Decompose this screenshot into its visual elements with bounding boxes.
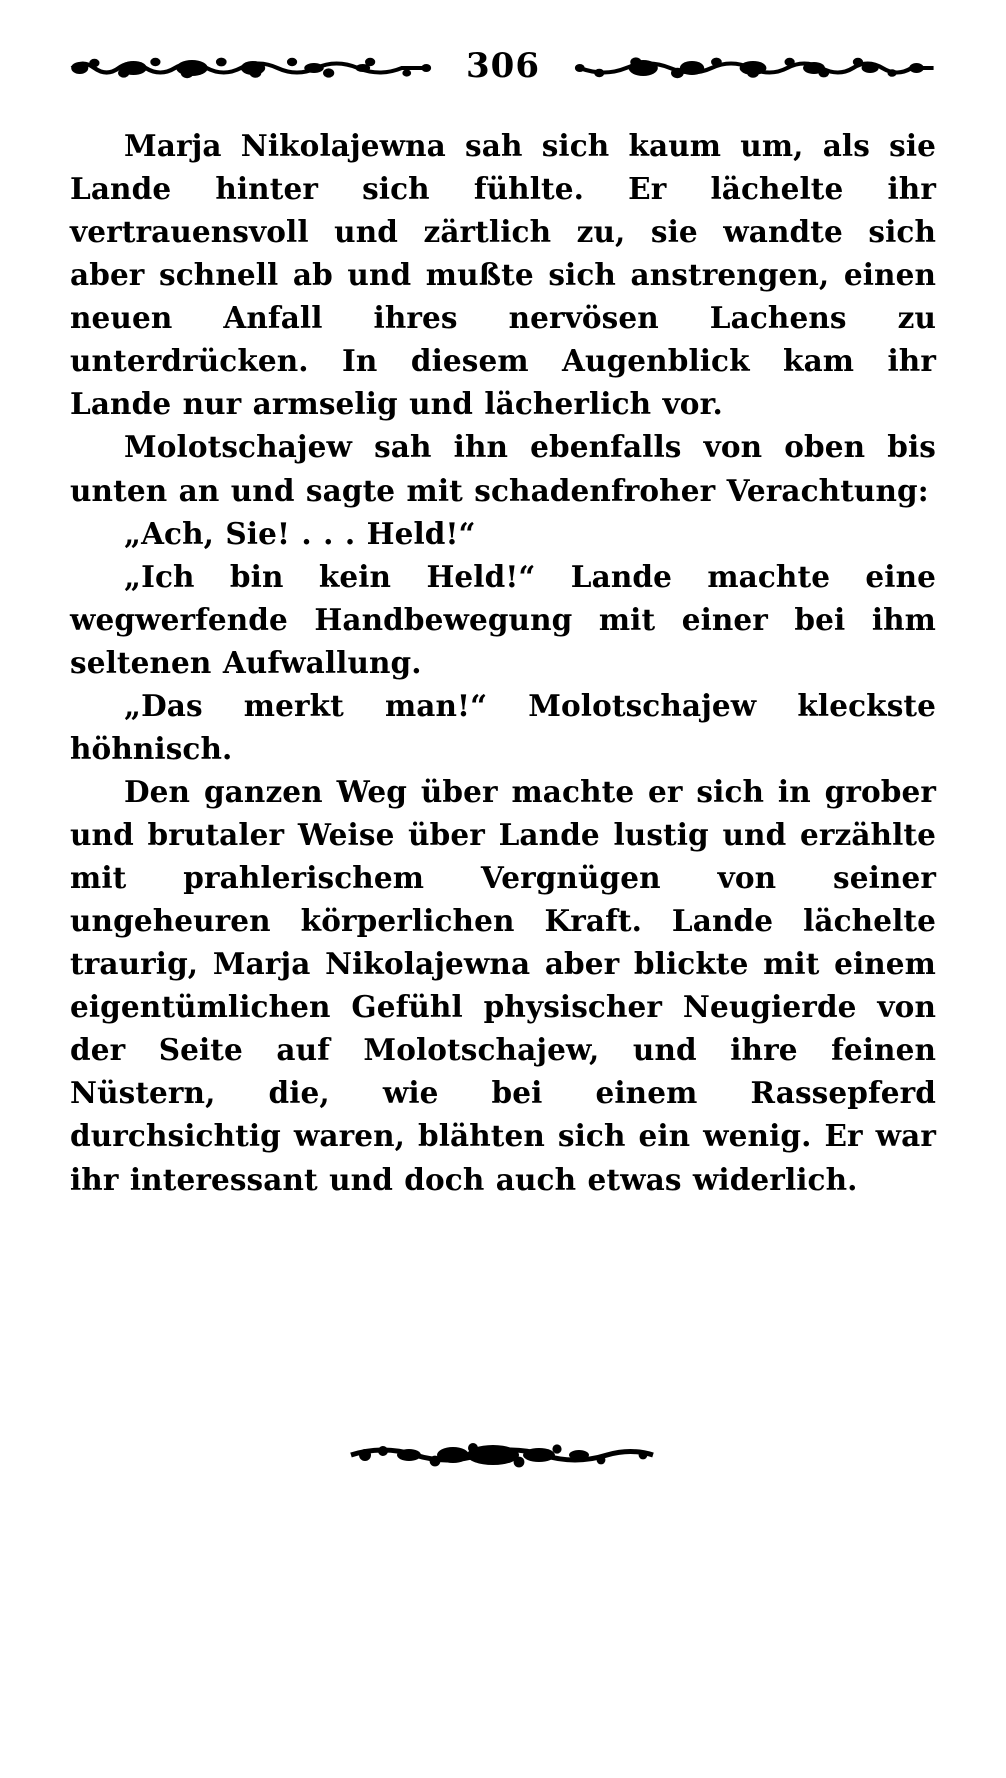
- floral-rule-ornament-left: [70, 55, 436, 81]
- paragraph: Marja Nikolajewna sah sich kaum um, als sie Lande hinter sich fühlte. Er lächelte ihr vertrauensvoll und zärtlich zu, sie wandte sich aber schnell ab und mußte sich anstrengen, einen neuen Anfall ihres nervösen Lachens zu unterdrücken. In diesem Augenblick kam ihr Lande nur armselig und lächerlich vor.: [70, 128, 936, 422]
- page-header: [70, 38, 936, 98]
- paragraph: „Ich bin kein Held!“ Lande machte eine wegwerfende Handbewegung mit einer bei ihm seltenen Aufwallung.: [70, 558, 936, 680]
- paragraph: „Das merkt man!“ Molotschajew kleckste höhnisch.: [70, 687, 936, 766]
- paragraph: Den ganzen Weg über machte er sich in grober und brutaler Weise über Lande lustig und erzählte mit prahlerischem Vergnügen von seiner ungeheuren körperlichen Kraft. Lande lächelte traurig, Marja Nikolajewna aber blickte mit einem eigentümlichen Gefühl physischer Neugierde von der Seite auf Molotschajew, und ihre feinen Nüstern, die, wie bei einem Rassepferd durchsichtig waren, blähten sich ein wenig. Er war ihr interessant und doch auch etwas widerlich.: [70, 773, 936, 1197]
- paragraph: Molotschajew sah ihn ebenfalls von oben bis unten an und sagte mit schadenfroher Verachtung:: [70, 429, 936, 508]
- paragraph: „Ach, Sie! . . . Held!“: [124, 515, 476, 551]
- page-number: 306: [466, 46, 540, 86]
- page-body: [70, 124, 936, 1201]
- footer-ornament: [0, 1442, 1006, 1468]
- floral-rule-ornament-right: [570, 55, 936, 81]
